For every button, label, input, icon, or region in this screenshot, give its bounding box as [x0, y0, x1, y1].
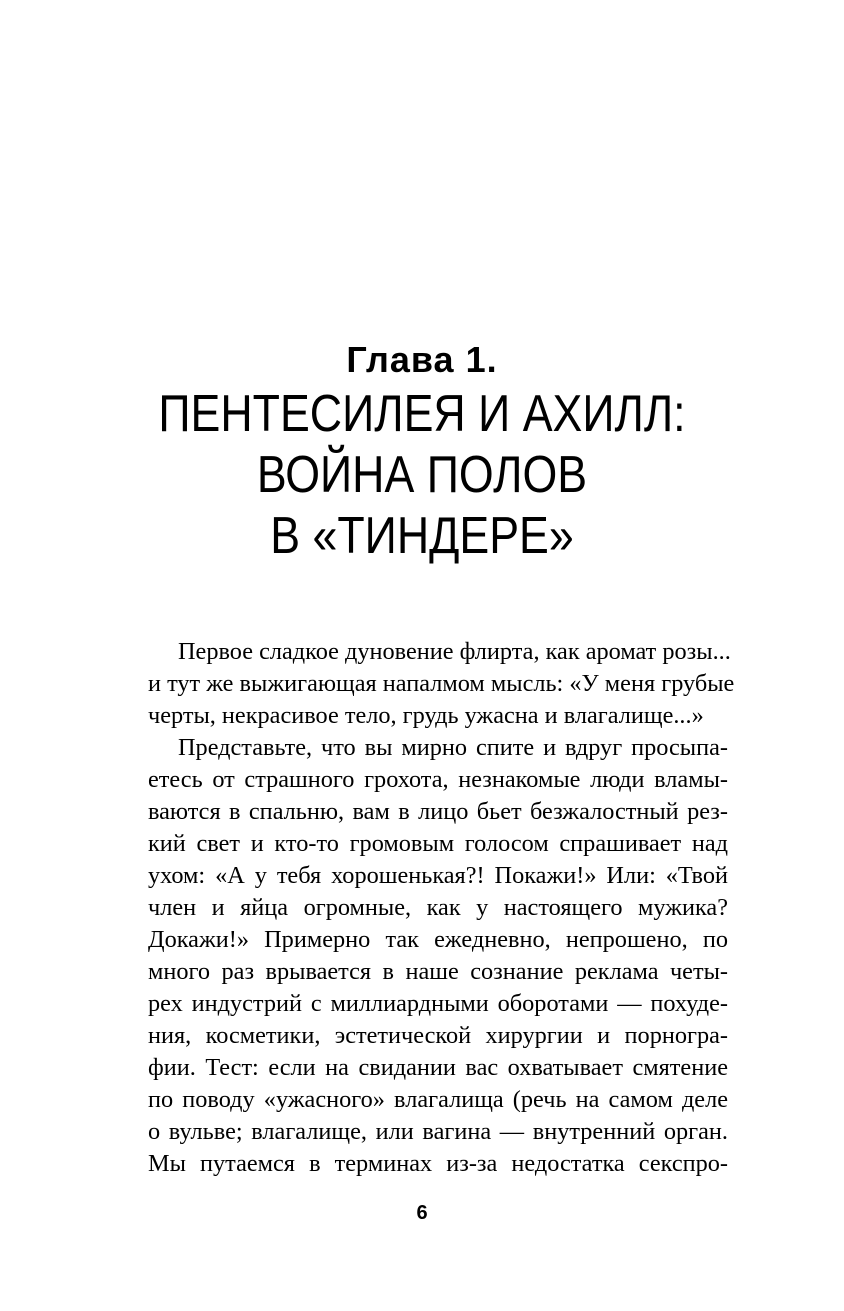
chapter-label: Глава 1. [346, 339, 498, 380]
text-line: Мы путаемся в терминах из-за недостатка секспро- [148, 1150, 728, 1177]
paragraph-2 [148, 732, 728, 1180]
text-line: кий свет и кто-то громовым голосом спрашивает над [148, 830, 728, 857]
text-line: Первое сладкое дуновение флирта, как аромат розы... [178, 638, 731, 665]
text-line: Представьте, что вы мирно спите и вдруг просыпа- [178, 734, 728, 761]
text-line: член и яйца огромные, как у настоящего мужика? [148, 894, 728, 921]
text-line: черты, некрасивое тело, грудь ужасна и влагалище...» [148, 702, 704, 729]
chapter-title-line: ПЕНТЕСИЛЕЯ И АХИЛЛ: [158, 385, 686, 443]
text-line: ухом: «А у тебя хорошенькая?! Покажи!» Или: «Твой [148, 862, 728, 889]
paragraph-1 [148, 636, 735, 732]
text-line: о вульве; влагалище, или вагина — внутренний орган. [148, 1118, 728, 1145]
text-line: много раз врывается в наше сознание реклама четы- [148, 958, 728, 985]
text-line: Докажи!» Примерно так ежедневно, непрошено, по [148, 926, 728, 953]
text-line: рех индустрий с миллиардными оборотами — похуде- [148, 990, 728, 1017]
chapter-title-line: В «ТИНДЕРЕ» [270, 507, 574, 565]
text-line: етесь от страшного грохота, незнакомые люди вламы- [148, 766, 728, 793]
page-number: 6 [416, 1202, 428, 1224]
chapter-title [59, 384, 785, 567]
chapter-title-line: ВОЙНА ПОЛОВ [256, 446, 588, 504]
text-line: по поводу «ужасного» влагалища (речь на самом деле [148, 1086, 728, 1113]
text-line: и тут же выжигающая напалмом мысль: «У меня грубые [148, 670, 735, 697]
body-text [148, 636, 735, 1180]
text-line: ваются в спальню, вам в лицо бьет безжалостный рез- [148, 798, 728, 825]
text-line: фии. Тест: если на свидании вас охватывает смятение [148, 1054, 728, 1081]
text-line: ния, косметики, эстетической хирургии и порногра- [148, 1022, 728, 1049]
